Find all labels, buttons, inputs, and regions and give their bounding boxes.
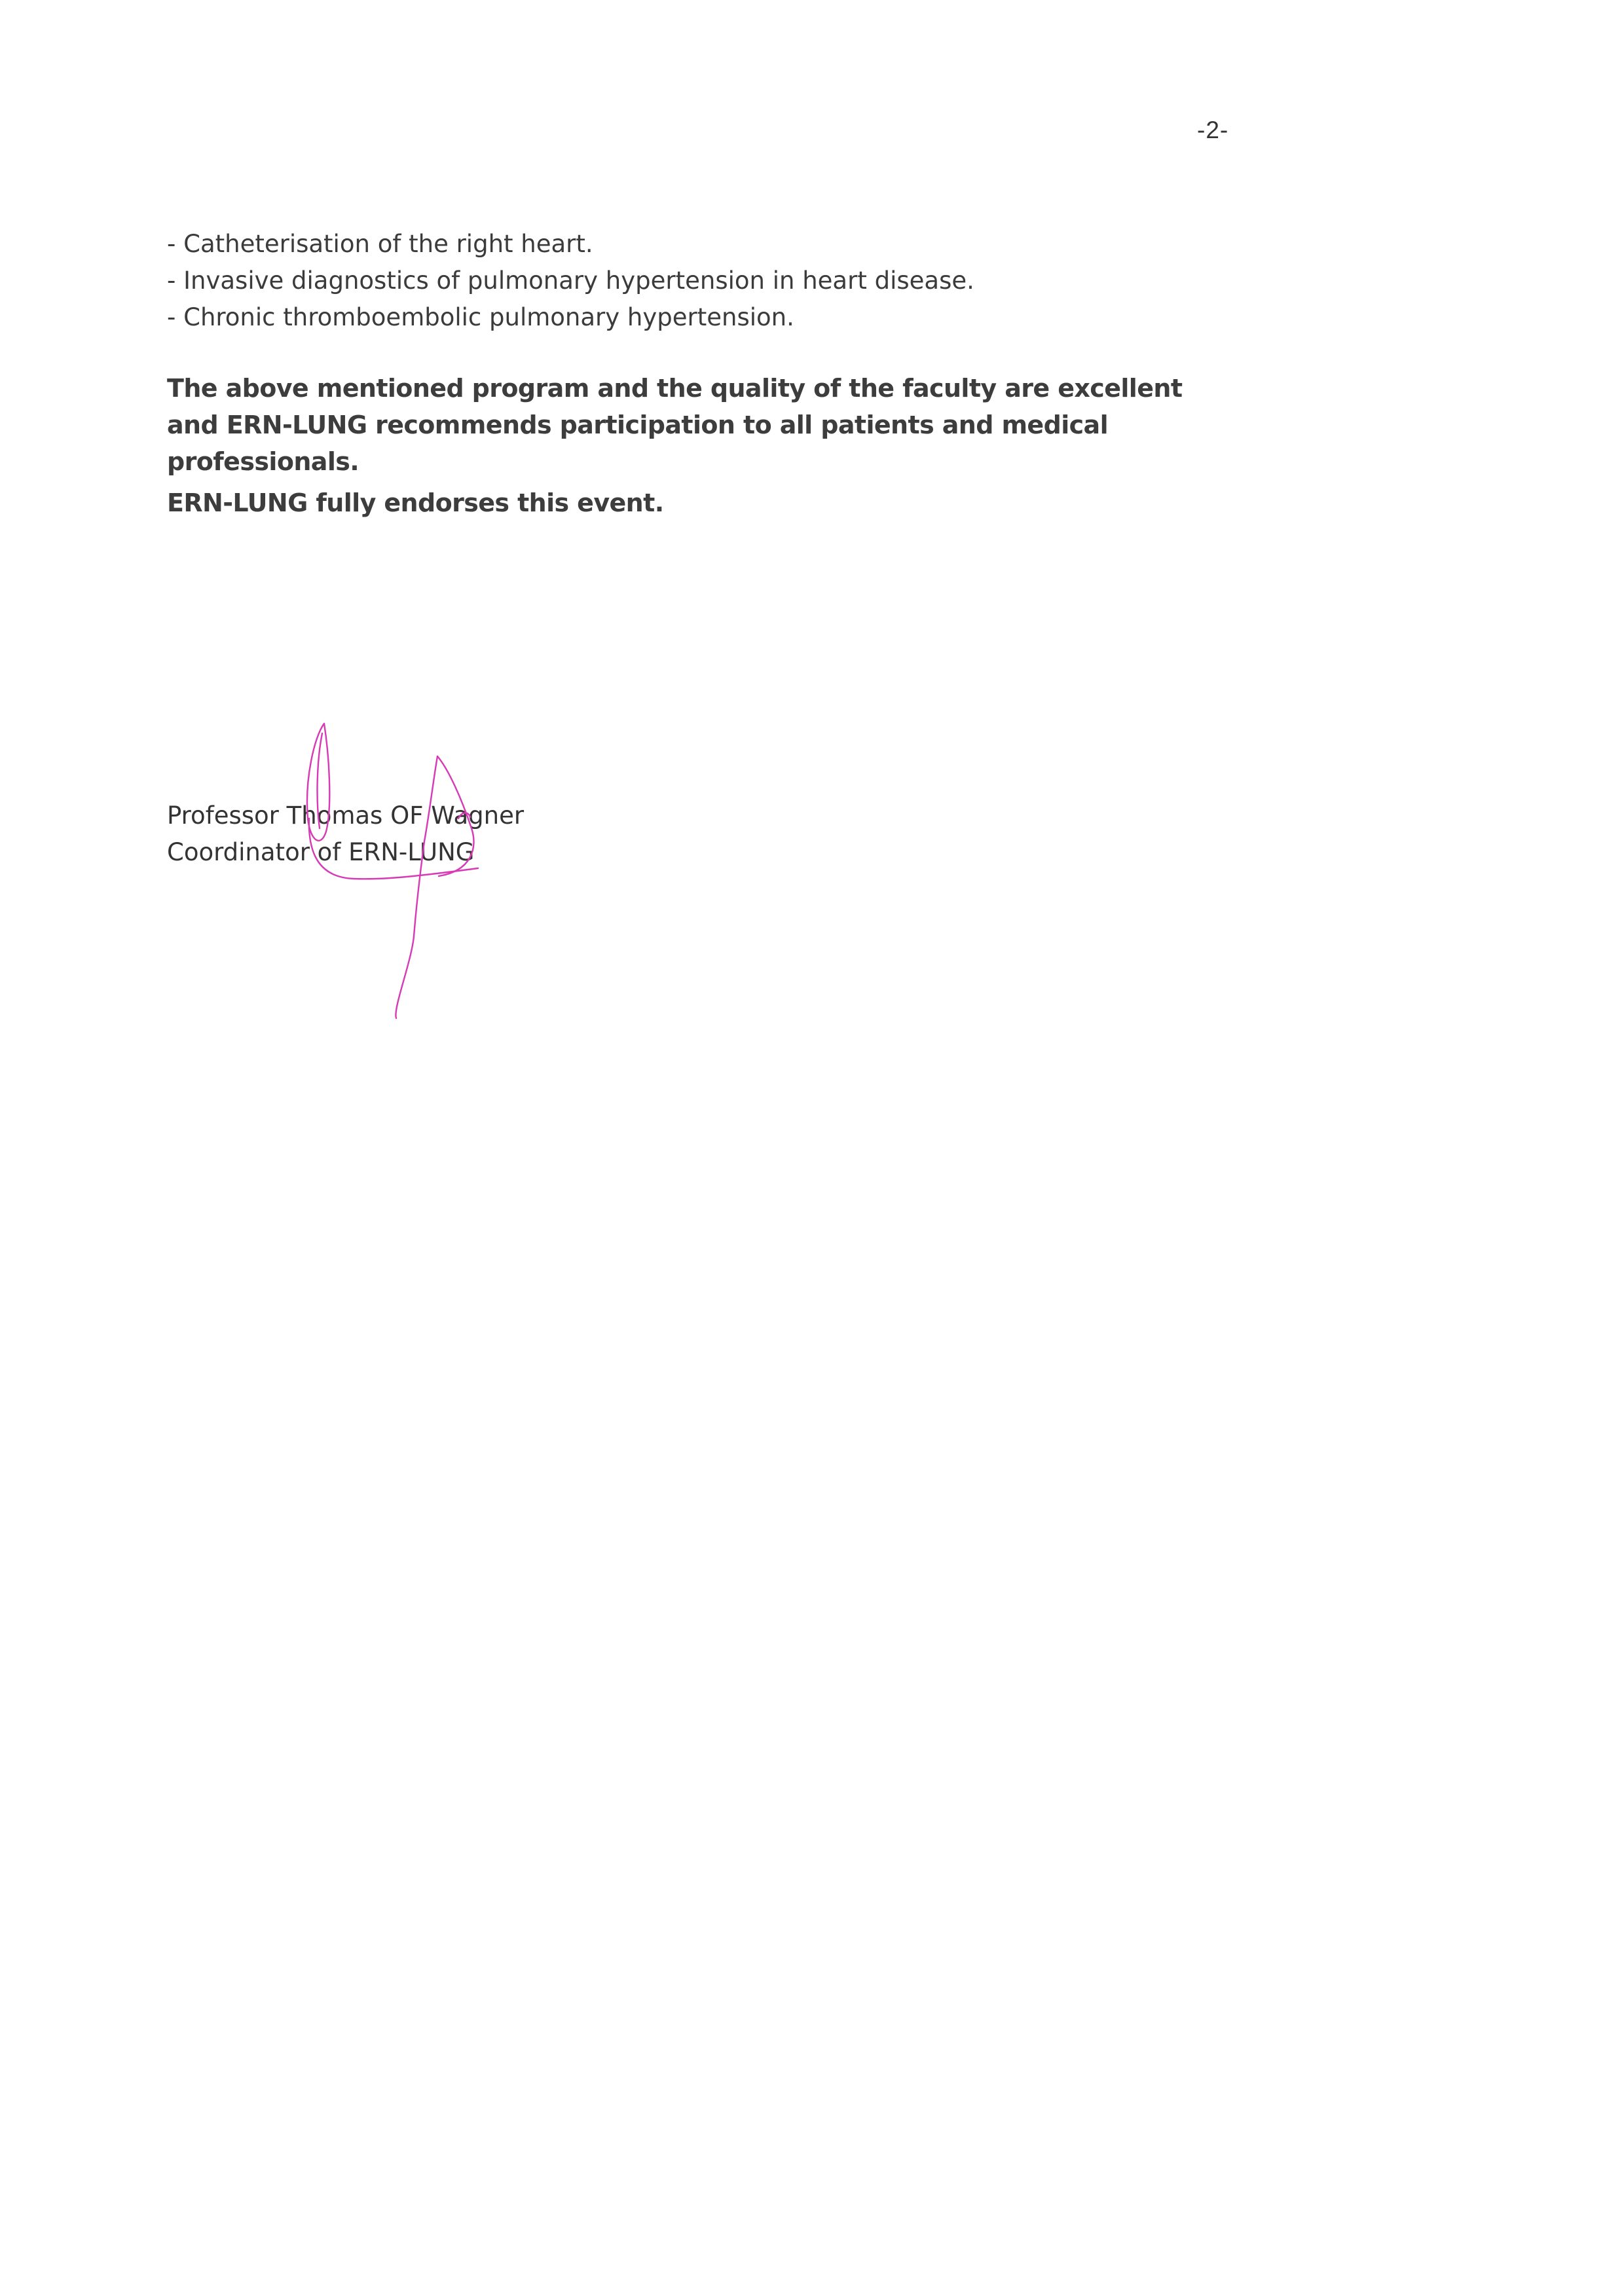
page-number: -2- [1197,117,1229,143]
signatory-title: Coordinator of ERN-LUNG [167,838,475,866]
bullet-item: - Chronic thromboembolic pulmonary hypertension. [167,303,794,331]
bullet-item: - Catheterisation of the right heart. [167,230,593,258]
endorsement-paragraph: ERN-LUNG fully endorses this event. [167,488,664,517]
bullet-list [167,226,974,336]
signature-block [167,798,524,871]
recommendation-paragraph: The above mentioned program and the quality of the faculty are excellent and ERN-LUNG recommends participation to all patients and medical professionals. [167,374,1183,476]
signatory-name: Professor Thomas OF Wagner [167,801,525,830]
bullet-item: - Invasive diagnostics of pulmonary hypertension in heart disease. [167,266,974,295]
